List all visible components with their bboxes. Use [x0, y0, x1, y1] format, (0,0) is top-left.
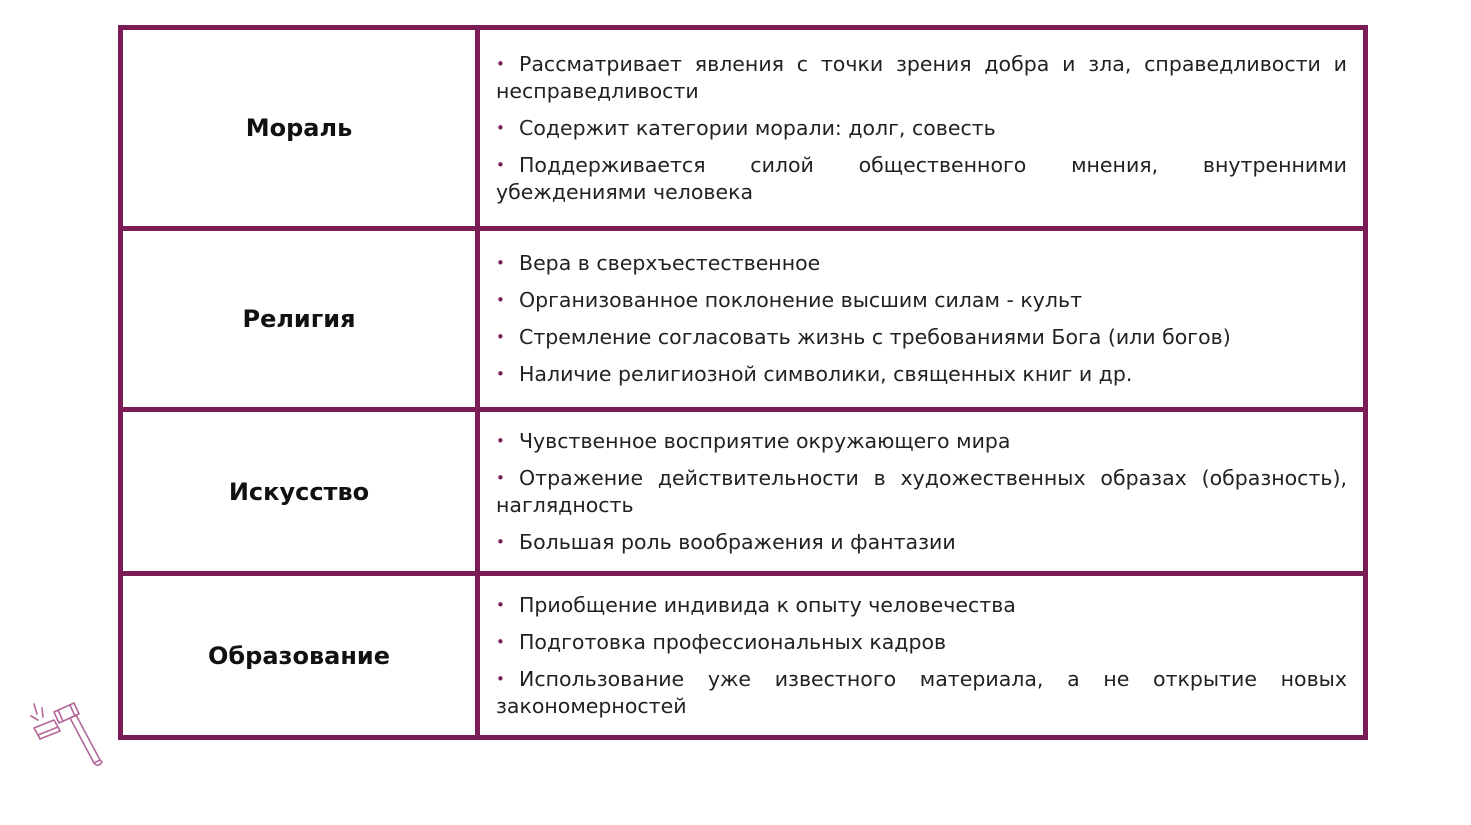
list-item: • Использование уже известного материала, а не открытие новых закономерностей — [496, 666, 1347, 718]
row-content — [480, 30, 1363, 226]
table-row-art — [123, 407, 1363, 571]
row-label: Религия — [123, 231, 480, 407]
row-content — [480, 412, 1363, 571]
list-item: • Вера в сверхъестественное — [496, 251, 821, 275]
row-content — [480, 576, 1363, 735]
list-item: • Содержит категории морали: долг, совесть — [496, 115, 996, 140]
bullet-icon: • — [496, 532, 505, 551]
row-content — [480, 231, 1363, 407]
list-item: • Поддерживается силой общественного мнения, внутренними убеждениями человека — [496, 152, 1347, 204]
bullet-icon: • — [496, 254, 505, 272]
row-label: Образование — [123, 576, 480, 735]
bullet-icon: • — [496, 328, 505, 346]
list-item: • Рассматривает явления с точки зрения добра и зла, справедливости и несправедливости — [496, 51, 1347, 103]
list-item: • Подготовка профессиональных кадров — [496, 629, 947, 654]
bullet-icon: • — [496, 468, 505, 487]
list-item: • Организованное поклонение высшим силам - культ — [496, 288, 1083, 312]
bullet-icon: • — [496, 595, 505, 614]
bullet-icon: • — [496, 365, 505, 383]
bullet-icon: • — [496, 431, 505, 450]
table-row-religion — [123, 226, 1363, 407]
list-item: • Большая роль воображения и фантазии — [496, 529, 956, 554]
gavel-icon — [28, 700, 108, 770]
bullet-icon: • — [496, 54, 505, 73]
comparison-table — [118, 25, 1368, 740]
list-item: • Стремление согласовать жизнь с требованиями Бога (или богов) — [496, 325, 1231, 349]
bullet-icon: • — [496, 291, 505, 309]
list-item: • Наличие религиозной символики, священных книг и др. — [496, 362, 1133, 386]
bullet-icon: • — [496, 155, 505, 174]
list-item: • Чувственное восприятие окружающего мира — [496, 428, 1011, 453]
table-row-morality — [123, 30, 1363, 226]
row-label: Искусство — [123, 412, 480, 571]
list-item: • Приобщение индивида к опыту человечества — [496, 592, 1016, 617]
list-item: • Отражение действительности в художественных образах (образность), наглядность — [496, 465, 1347, 517]
table-row-education — [123, 571, 1363, 735]
bullet-icon: • — [496, 632, 505, 651]
bullet-icon: • — [496, 118, 505, 137]
row-label: Мораль — [123, 30, 480, 226]
bullet-icon: • — [496, 669, 505, 688]
